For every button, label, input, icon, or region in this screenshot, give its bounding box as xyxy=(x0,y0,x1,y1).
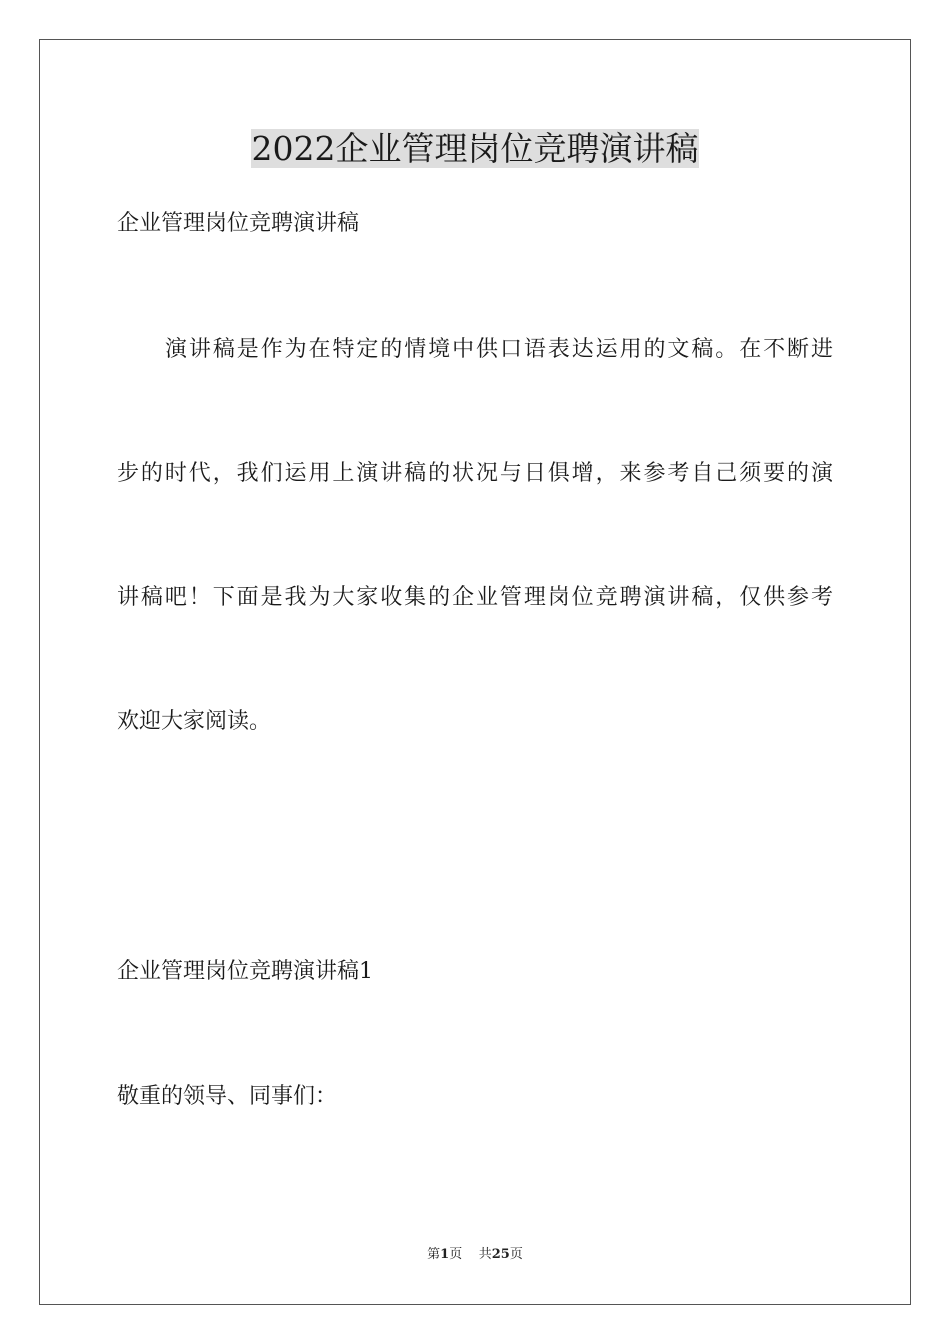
intro-paragraph-line-3: 讲稿吧！下面是我为大家收集的企业管理岗位竞聘演讲稿，仅供参考 xyxy=(117,585,833,610)
footer-page-number: 1 xyxy=(440,1247,450,1262)
footer-total-prefix: 共 xyxy=(478,1247,492,1262)
footer-page-suffix: 页 xyxy=(449,1247,463,1262)
section-heading: 企业管理岗位竞聘演讲稿1 xyxy=(117,959,373,984)
document-subtitle: 企业管理岗位竞聘演讲稿 xyxy=(117,211,360,236)
document-title xyxy=(0,127,950,171)
page-footer xyxy=(0,1246,950,1264)
footer-total-pages: 25 xyxy=(491,1247,510,1262)
intro-paragraph-line-1: 演讲稿是作为在特定的情境中供口语表达运用的文稿。在不断进 xyxy=(165,337,833,362)
footer-total-suffix: 页 xyxy=(509,1247,523,1262)
document-title-text: 2022企业管理岗位竞聘演讲稿 xyxy=(251,129,699,168)
salutation: 敬重的领导、同事们： xyxy=(117,1084,338,1109)
intro-paragraph-line-2: 步的时代，我们运用上演讲稿的状况与日俱增，来参考自己须要的演 xyxy=(117,461,833,486)
intro-paragraph-line-4: 欢迎大家阅读。 xyxy=(117,709,272,734)
footer-page-prefix: 第 xyxy=(427,1247,441,1262)
